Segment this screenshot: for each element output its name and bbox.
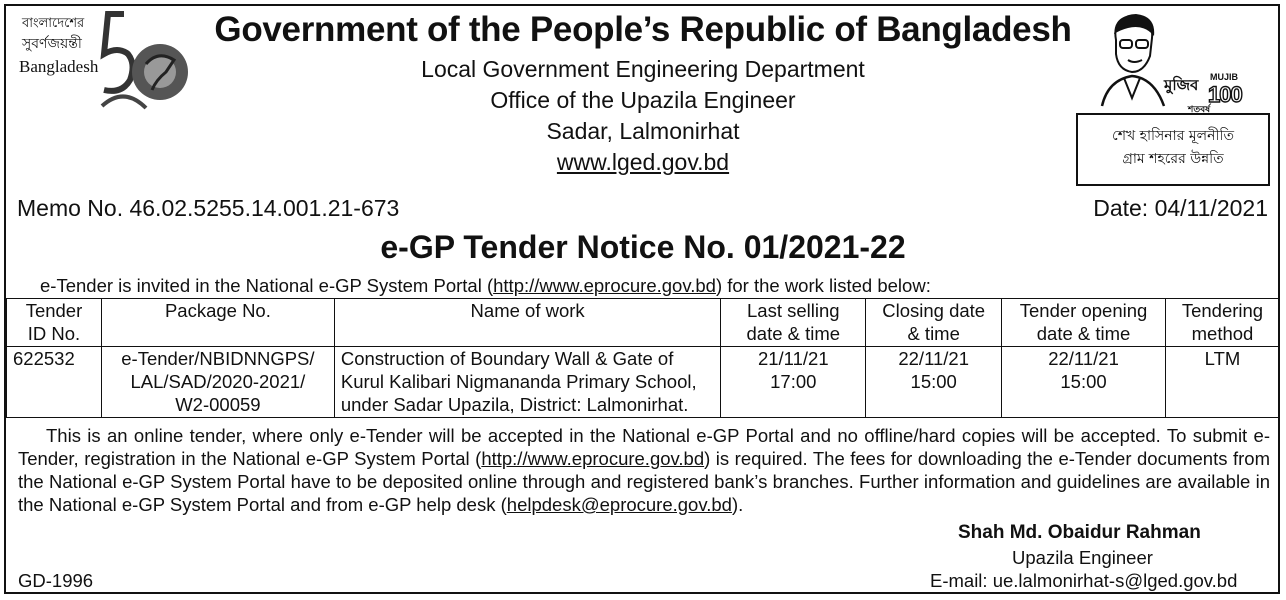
logo-bangla-line1: বাংলাদেশের	[22, 16, 85, 31]
notice-title: e-GP Tender Notice No. 01/2021-22	[380, 229, 906, 265]
department-name: Local Government Engineering Department	[421, 56, 865, 82]
slogan-line-2: গ্রাম শহরের উন্নতি	[1122, 151, 1224, 167]
header-tender-id: Tender ID No.	[7, 299, 102, 347]
invite-text-before: e-Tender is invited in the National e-GP System Portal (	[40, 275, 494, 296]
website-line	[200, 149, 1086, 176]
header-opening-date: Tender opening date & time	[1002, 299, 1166, 347]
header-package-no: Package No.	[101, 299, 334, 347]
portrait-sketch-icon	[1098, 10, 1168, 108]
mujib-100-number: 100	[1208, 82, 1242, 107]
cell-closing-date: 22/11/21 15:00	[866, 347, 1002, 418]
slogan-box	[1076, 113, 1270, 186]
invite-text-after: ) for the work listed below:	[715, 275, 931, 296]
header-closing-date: Closing date & time	[866, 299, 1002, 347]
header-last-selling: Last selling date & time	[721, 299, 866, 347]
instructions-text-1: This is an online tender, where only e-Tender will be accepted in the National e-GP Portal and no offline/hard copies will be accepted. To submit e-Tender, registration in the National e-GP System Portal (	[18, 425, 1270, 469]
government-title: Government of the People’s Republic of Bangladesh	[214, 10, 1072, 49]
office-location: Sadar, Lalmonirhat	[546, 118, 740, 144]
logo-bangla-line2: সুবর্ণজয়ন্তী	[22, 36, 82, 52]
bangladesh-50-logo	[14, 10, 189, 110]
eprocure-link-2[interactable]: http://www.eprocure.gov.bd	[481, 448, 705, 469]
table-row	[7, 347, 1280, 418]
mujib-100-logo	[1098, 10, 1248, 114]
shotoborsho-text: শতবর্ষ	[1188, 104, 1211, 114]
instructions-text-2: ) is required. The fees for downloading the e-Tender documents from the National e-GP System Portal have to be deposited online through and registered bank’s branches. Further information and guidelines are available in the National e-GP System Portal and from e-GP help desk (	[18, 448, 1271, 515]
table-header-row	[7, 299, 1280, 347]
helpdesk-email-link[interactable]: helpdesk@eprocure.gov.bd	[506, 494, 732, 515]
header-name-of-work: Name of work	[334, 299, 721, 347]
header-tendering-method: Tendering method	[1165, 299, 1279, 347]
signatory-designation: Upazila Engineer	[1012, 547, 1153, 568]
cell-package-no: e-Tender/NBIDNNGPS/ LAL/SAD/2020-2021/ W2-00059	[101, 347, 334, 418]
eprocure-link[interactable]: http://www.eprocure.gov.bd	[493, 275, 716, 296]
website-link[interactable]: www.lged.gov.bd	[556, 149, 730, 175]
logo-english: Bangladesh	[19, 57, 99, 76]
cell-tendering-method: LTM	[1165, 347, 1279, 418]
cell-tender-id: 622532	[7, 347, 102, 418]
mujib-english-text: MUJIB	[1210, 72, 1239, 82]
signatory-email: E-mail: ue.lalmonirhat-s@lged.gov.bd	[930, 570, 1238, 591]
gd-number: GD-1996	[18, 570, 94, 591]
mujib-bangla-text: মুজিব	[1164, 76, 1199, 94]
invitation-line	[40, 275, 931, 297]
instructions-paragraph	[18, 424, 1270, 516]
notice-date: Date: 04/11/2021	[1093, 195, 1268, 221]
instructions-text-3: ).	[731, 494, 744, 515]
tender-table	[6, 298, 1280, 418]
cell-name-of-work: Construction of Boundary Wall & Gate of Kurul Kalibari Nigmananda Primary School, under Sadar Upazila, District: Lalmonirhat.	[334, 347, 721, 418]
cell-last-selling: 21/11/21 17:00	[721, 347, 866, 418]
office-name: Office of the Upazila Engineer	[490, 87, 796, 113]
fifty-emblem-icon	[94, 10, 189, 110]
slogan-line-1: শেখ হাসিনার মূলনীতি	[1112, 128, 1234, 144]
cell-opening-date: 22/11/21 15:00	[1002, 347, 1166, 418]
memo-number: Memo No. 46.02.5255.14.001.21-673	[17, 195, 400, 221]
signatory-name: Shah Md. Obaidur Rahman	[958, 522, 1201, 543]
